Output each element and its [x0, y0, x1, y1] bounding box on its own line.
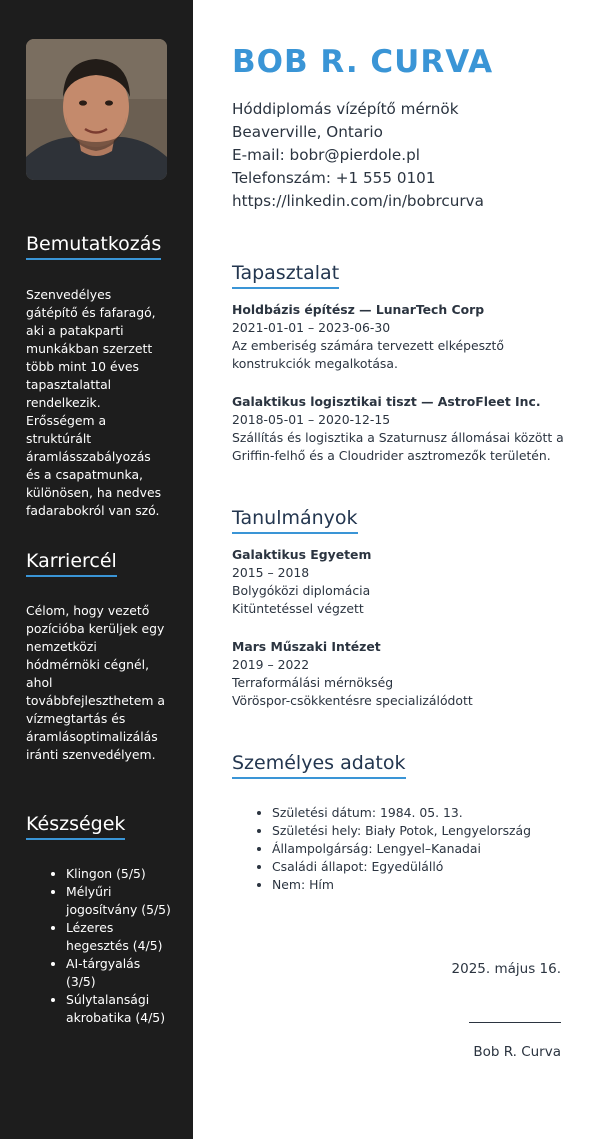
experience-item	[232, 393, 572, 465]
document-date: 2025. május 16.	[451, 961, 561, 977]
candidate-name: BOB R. CURVA	[232, 44, 494, 80]
skills-list	[26, 865, 171, 1027]
phone: Telefonszám: +1 555 0101	[232, 169, 436, 187]
experience-description: Szállítás és logisztika a Szaturnusz állomásai között a Griffin-felhő és a Cloudrider asztromezők területén.	[232, 430, 564, 463]
career-goal-heading: Karriercél	[26, 549, 117, 577]
profile-photo	[26, 39, 167, 180]
location: Beaverville, Ontario	[232, 123, 383, 141]
sidebar	[0, 0, 193, 1139]
career-goal-text: Célom, hogy vezető pozícióba kerüljek egy nemzetközi hódmérnöki cégnél, ahol továbbfejleszthetem a vízmegtartás és áramlásoptimalizálás iránti szenvedélyem.	[26, 603, 165, 762]
education-item	[232, 638, 572, 710]
linkedin-link[interactable]: https://linkedin.com/in/bobrcurva	[232, 192, 484, 210]
experience-title: Galaktikus logisztikai tiszt — AstroFleet Inc.	[232, 394, 541, 409]
signature-name: Bob R. Curva	[473, 1044, 561, 1060]
experience-title: Holdbázis építész — LunarTech Corp	[232, 302, 485, 317]
experience-heading: Tapasztalat	[232, 261, 339, 289]
main-content	[193, 0, 600, 1139]
skill-item: • AI-tárgyalás (3/5)	[66, 955, 171, 991]
education-years: 2019 – 2022	[232, 657, 310, 672]
skill-item: • Súlytalansági akrobatika (4/5)	[66, 991, 171, 1027]
personal-data-item: • Nem: Hím	[272, 876, 572, 894]
personal-data-item: • Családi állapot: Egyedülálló	[272, 858, 572, 876]
education-school: Galaktikus Egyetem	[232, 547, 372, 562]
experience-description: Az emberiség számára tervezett elképesztő konstrukciók megalkotása.	[232, 338, 504, 371]
skill-item: • Mélyűri jogosítvány (5/5)	[66, 883, 171, 919]
experience-dates: 2021-01-01 – 2023-06-30	[232, 320, 391, 335]
profile-photo-illustration	[26, 39, 167, 180]
personal-data-heading: Személyes adatok	[232, 751, 406, 779]
signature-line	[469, 1022, 561, 1023]
email: E-mail: bobr@pierdole.pl	[232, 146, 420, 164]
personal-data-item: • Születési dátum: 1984. 05. 13.	[272, 804, 572, 822]
personal-data-list	[232, 804, 572, 894]
personal-data-item: • Állampolgárság: Lengyel–Kanadai	[272, 840, 572, 858]
job-title: Hóddiplomás vízépítő mérnök	[232, 100, 459, 118]
education-heading: Tanulmányok	[232, 506, 358, 534]
education-school: Mars Műszaki Intézet	[232, 639, 381, 654]
intro-heading: Bemutatkozás	[26, 232, 161, 260]
skills-heading: Készségek	[26, 812, 125, 840]
intro-text: Szenvedélyes gátépítő és fafaragó, aki a patakparti munkákban szerzett több mint 10 éves tapasztalattal rendelkezik. Erősségem a struktúrált áramlásszabályozás és a csapatmunka, különösen, ha nedves fadarabokról van szó.	[26, 287, 162, 518]
personal-data-item: • Születési hely: Biały Potok, Lengyelország	[272, 822, 572, 840]
skill-item: • Lézeres hegesztés (4/5)	[66, 919, 171, 955]
education-note: Kitüntetéssel végzett	[232, 601, 364, 616]
experience-dates: 2018-05-01 – 2020-12-15	[232, 412, 391, 427]
education-degree: Bolygóközi diplomácia	[232, 583, 371, 598]
education-note: Vöröspor-csökkentésre specializálódott	[232, 693, 473, 708]
skill-item: • Klingon (5/5)	[66, 865, 171, 883]
education-item	[232, 546, 572, 618]
education-degree: Terraformálási mérnökség	[232, 675, 394, 690]
experience-item	[232, 301, 572, 373]
contact-info	[232, 98, 592, 213]
education-years: 2015 – 2018	[232, 565, 310, 580]
